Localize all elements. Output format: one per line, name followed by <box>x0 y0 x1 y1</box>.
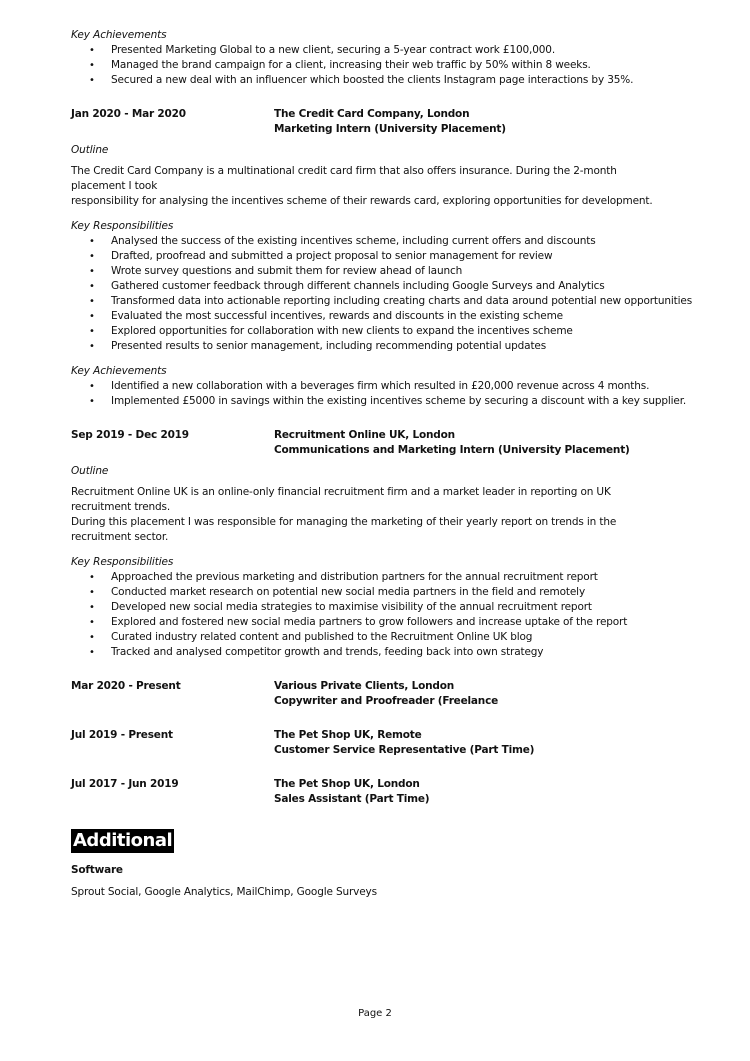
job-company: The Pet Shop UK, London <box>274 778 420 790</box>
job-role: Marketing Intern (University Placement) <box>274 123 506 135</box>
responsibilities-subheading: Key Responsibilities <box>71 556 174 568</box>
outline-text: During this placement I was responsible for managing the marketing of their yearly report on trends in the recruitment sector. <box>71 516 617 543</box>
list-item: • Explored opportunities for collaboration with new clients to expand the incentives scheme <box>71 324 671 339</box>
job-details <box>274 777 429 807</box>
list-item: • Approached the previous marketing and distribution partners for the annual recruitment report <box>71 570 671 585</box>
job-header <box>71 107 671 137</box>
list-item: • Evaluated the most successful incentives, rewards and discounts in the existing scheme <box>71 309 671 324</box>
outline-text: Recruitment Online UK is an online-only financial recruitment firm and a market leader in reporting on UK recruitment trends. <box>71 486 611 513</box>
job-header <box>71 679 671 709</box>
page-number: Page 2 <box>358 1008 392 1019</box>
job-details <box>274 728 534 758</box>
job-date: Jul 2017 - Jun 2019 <box>71 778 179 790</box>
job-date: Sep 2019 - Dec 2019 <box>71 429 189 441</box>
list-item: • Presented results to senior management, including recommending potential updates <box>71 339 671 354</box>
job-header <box>71 777 671 807</box>
job-details <box>274 107 506 137</box>
list-item: • Curated industry related content and published to the Recruitment Online UK blog <box>71 630 671 645</box>
achievements-subheading: Key Achievements <box>71 29 167 41</box>
job-date: Mar 2020 - Present <box>71 680 181 692</box>
list-item: • Analysed the success of the existing incentives scheme, including current offers and discounts <box>71 234 671 249</box>
list-item: • Secured a new deal with an influencer which boosted the clients Instagram page interactions by 35%. <box>71 73 671 88</box>
list-item: • Implemented £5000 in savings within the existing incentives scheme by securing a discount with a key supplier. <box>71 394 671 409</box>
job-header <box>71 428 671 458</box>
job-company: Various Private Clients, London <box>274 680 455 692</box>
outline-text: The Credit Card Company is a multinational credit card firm that also offers insurance. During the 2-month placement I took <box>71 165 617 192</box>
list-item: • Conducted market research on potential new social media partners in the field and remotely <box>71 585 671 600</box>
outline-subheading: Outline <box>71 465 109 477</box>
job-header <box>71 728 671 758</box>
list-item: • Managed the brand campaign for a client, increasing their web traffic by 50% within 8 weeks. <box>71 58 671 73</box>
list-item: • Tracked and analysed competitor growth and trends, feeding back into own strategy <box>71 645 671 660</box>
software-text: Sprout Social, Google Analytics, MailChimp, Google Surveys <box>71 886 377 898</box>
list-item: • Developed new social media strategies to maximise visibility of the annual recruitment report <box>71 600 671 615</box>
responsibilities-list <box>71 570 671 660</box>
job-role: Sales Assistant (Part Time) <box>274 793 430 805</box>
job-company: The Pet Shop UK, Remote <box>274 729 422 741</box>
achievements-list <box>71 43 671 88</box>
job-details <box>274 428 630 458</box>
job-role: Communications and Marketing Intern (University Placement) <box>274 444 630 456</box>
job-company: Recruitment Online UK, London <box>274 429 455 441</box>
list-item: • Explored and fostered new social media partners to grow followers and increase uptake of the report <box>71 615 671 630</box>
job-role: Customer Service Representative (Part Time) <box>274 744 535 756</box>
job-role: Copywriter and Proofreader (Freelance <box>274 695 499 707</box>
list-item: • Wrote survey questions and submit them for review ahead of launch <box>71 264 671 279</box>
list-item: • Drafted, proofread and submitted a project proposal to senior management for review <box>71 249 671 264</box>
resume-content <box>71 28 693 900</box>
achievements-list <box>71 379 687 409</box>
list-item: • Identified a new collaboration with a beverages firm which resulted in £20,000 revenue across 4 months. <box>71 379 671 394</box>
list-item: • Transformed data into actionable reporting including creating charts and data around potential new opportunities <box>71 294 671 309</box>
responsibilities-list <box>71 234 693 354</box>
section-heading-additional: Additional <box>73 830 173 851</box>
responsibilities-subheading: Key Responsibilities <box>71 220 174 232</box>
list-item: • Gathered customer feedback through different channels including Google Surveys and Analytics <box>71 279 671 294</box>
job-date: Jul 2019 - Present <box>71 729 173 741</box>
job-date: Jan 2020 - Mar 2020 <box>71 108 186 120</box>
software-label: Software <box>71 864 123 876</box>
achievements-subheading: Key Achievements <box>71 365 167 377</box>
outline-text: responsibility for analysing the incentives scheme of their rewards card, exploring opportunities for development. <box>71 195 653 207</box>
job-details <box>274 679 498 709</box>
outline-subheading: Outline <box>71 144 109 156</box>
list-item: • Presented Marketing Global to a new client, securing a 5-year contract work £100,000. <box>71 43 671 58</box>
job-company: The Credit Card Company, London <box>274 108 470 120</box>
